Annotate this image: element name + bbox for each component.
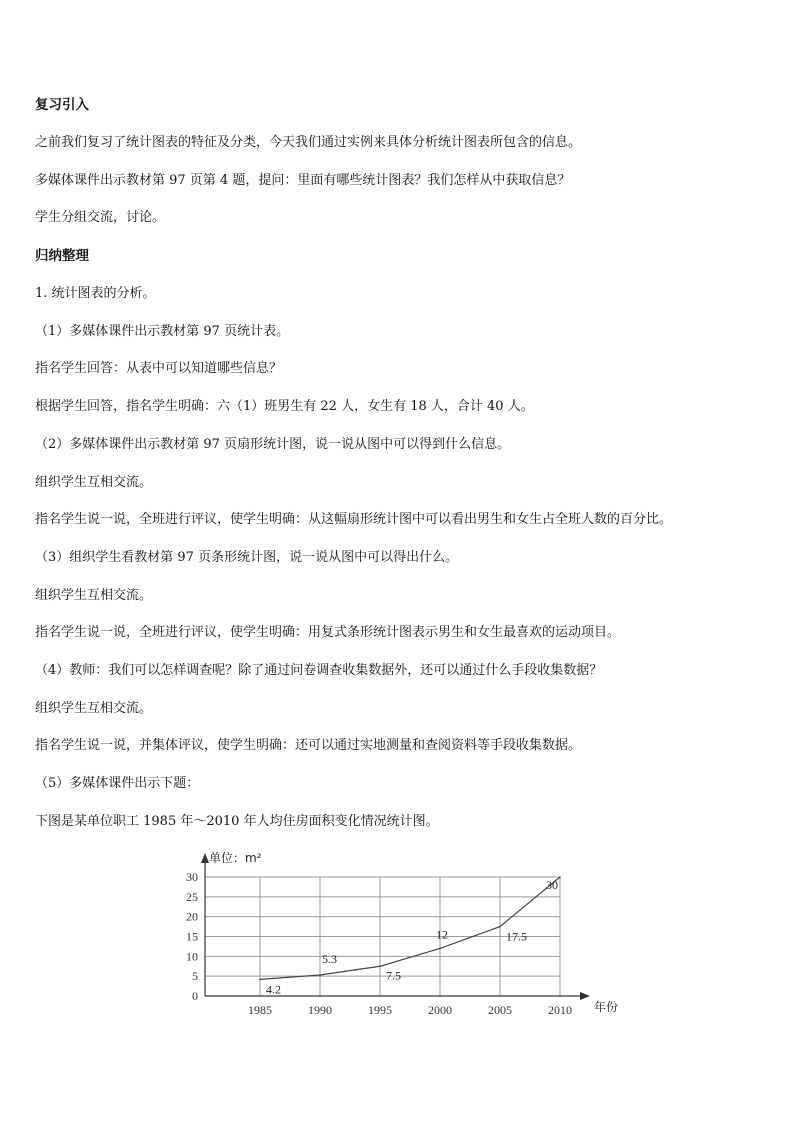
line-chart: [170, 845, 630, 1030]
paragraph: 指名学生说一说，全班进行评议，使学生明确：从这幅扇形统计图中可以看出男生和女生占全班人数的百分比。: [35, 512, 673, 528]
y-tick-label: 15: [186, 929, 198, 944]
data-point: [439, 948, 441, 950]
data-label: 30: [546, 878, 558, 892]
data-label: 4.2: [266, 982, 281, 997]
y-tick-label: 30: [186, 870, 198, 884]
paragraph: 组织学生互相交流。: [35, 700, 153, 716]
data-point: [379, 965, 381, 967]
y-axis-arrow: [201, 853, 209, 863]
x-tick-label: 2005: [488, 1003, 512, 1017]
series-line: [260, 877, 560, 979]
paragraph: 学生分组交流，讨论。: [35, 210, 166, 226]
x-tick-label: 1995: [368, 1003, 392, 1017]
x-axis-title: 年份: [594, 1000, 619, 1014]
x-tick-label: 1990: [308, 1003, 332, 1017]
data-point: [499, 926, 501, 928]
paragraph: 指名学生回答：从表中可以知道哪些信息？: [35, 361, 283, 377]
y-tick-label: 25: [186, 889, 198, 904]
x-tick-label: 2000: [428, 1003, 452, 1017]
line-chart-svg: [170, 845, 630, 1030]
paragraph: 指名学生说一说，并集体评议，使学生明确：还可以通过实地测量和查阅资料等手段收集数据。: [35, 738, 582, 754]
section-heading-summary: 归纳整理: [35, 248, 89, 265]
paragraph: 下图是某单位职工 1985 年～2010 年人均住房面积变化情况统计图。: [35, 813, 439, 829]
y-axis-title: 单位：m²: [209, 851, 262, 865]
data-label: 5.3: [322, 951, 337, 966]
paragraph: 组织学生互相交流。: [35, 474, 153, 490]
paragraph: 组织学生互相交流。: [35, 587, 153, 603]
paragraph: （4）教师：我们可以怎样调查呢？除了通过问卷调查收集数据外，还可以通过什么手段收集数据？: [35, 662, 603, 678]
section-heading-review: 复习引入: [35, 97, 89, 113]
data-point: [319, 974, 321, 976]
paragraph: 1. 统计图表的分析。: [35, 286, 156, 302]
data-point: [259, 979, 261, 981]
paragraph: 之前我们复习了统计图表的特征及分类，今天我们通过实例来具体分析统计图表所包含的信息。: [35, 135, 582, 150]
paragraph: （1）多媒体课件出示教材第 97 页统计表。: [35, 323, 290, 339]
data-label: 17.5: [506, 929, 527, 944]
paragraph: （5）多媒体课件出示下题：: [35, 776, 200, 791]
paragraph: 多媒体课件出示教材第 97 页第 4 题，提问：里面有哪些统计图表？我们怎样从中获取信息？: [35, 172, 571, 188]
paragraph: （2）多媒体课件出示教材第 97 页扇形统计图，说一说从图中可以得到什么信息。: [35, 436, 511, 452]
y-tick-label: 10: [186, 949, 198, 964]
data-label: 7.5: [386, 968, 401, 983]
data-label: 12: [436, 927, 448, 942]
paragraph: 指名学生说一说，全班进行评议，使学生明确：用复式条形统计图表示男生和女生最喜欢的运动项目。: [35, 625, 621, 641]
x-axis-arrow: [580, 992, 590, 1000]
paragraph: （3）组织学生看教材第 97 页条形统计图，说一说从图中可以得出什么。: [35, 549, 459, 565]
y-tick-label: 5: [192, 969, 198, 984]
data-point: [559, 876, 561, 878]
y-tick-label: 0: [192, 989, 198, 1003]
x-tick-label: 1985: [248, 1003, 272, 1017]
x-tick-label: 2010: [548, 1003, 572, 1017]
paragraph: 根据学生回答，指名学生明确：六（1）班男生有 22 人，女生有 18 人，合计 40 人。: [35, 399, 534, 415]
y-tick-label: 20: [186, 909, 198, 924]
document-page: [35, 95, 755, 849]
